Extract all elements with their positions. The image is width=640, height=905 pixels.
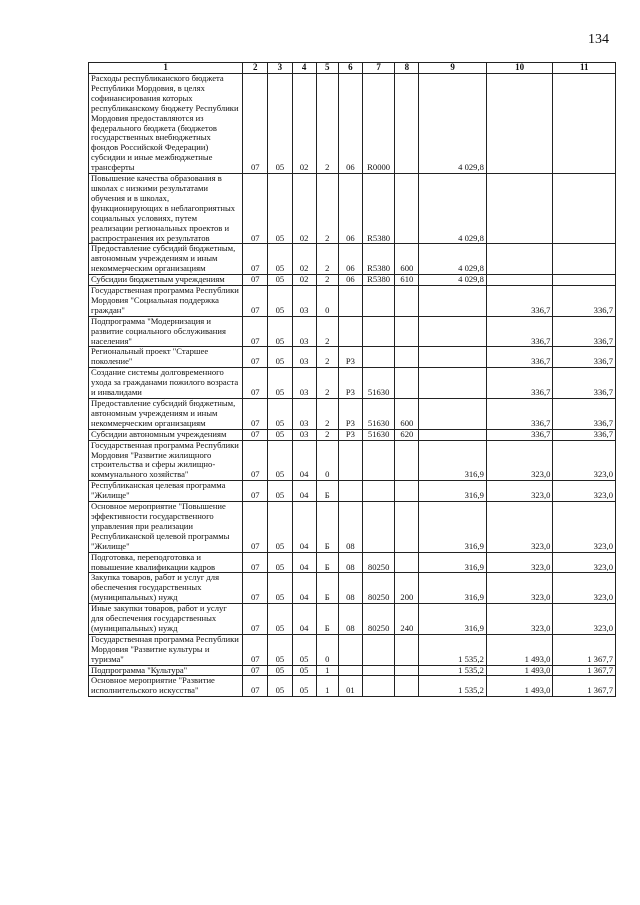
amount-col9: 316,9: [419, 440, 487, 481]
row-name: Субсидии бюджетным учреждениям: [89, 275, 243, 286]
code-expense-type: 240: [395, 604, 419, 635]
column-header: 2: [243, 63, 268, 74]
code-event: 08: [338, 604, 362, 635]
amount-col11: [553, 174, 616, 244]
code-direction: 51630: [363, 368, 395, 399]
row-name: Республиканская целевая программа "Жилище": [89, 481, 243, 502]
code-program: 04: [292, 552, 316, 573]
amount-col10: 336,7: [486, 429, 553, 440]
code-direction: 80250: [363, 552, 395, 573]
code-section: 05: [268, 665, 292, 676]
code-subprogram: 2: [316, 275, 338, 286]
amount-col10: 1 493,0: [486, 634, 553, 665]
table-row: [89, 440, 616, 481]
row-name: Иные закупки товаров, работ и услуг для обеспечения государственных (муниципальных) нужд: [89, 604, 243, 635]
code-expense-type: [395, 440, 419, 481]
code-section: 05: [268, 275, 292, 286]
code-direction: R5380: [363, 174, 395, 244]
code-direction: [363, 676, 395, 697]
table-row: [89, 481, 616, 502]
code-ministry: 07: [243, 368, 268, 399]
code-direction: [363, 634, 395, 665]
code-program: 03: [292, 347, 316, 368]
amount-col10: 336,7: [486, 368, 553, 399]
amount-col11: 1 367,7: [553, 676, 616, 697]
amount-col10: 323,0: [486, 502, 553, 553]
code-event: 08: [338, 502, 362, 553]
code-program: 03: [292, 399, 316, 430]
table-row: [89, 244, 616, 275]
table-row: [89, 573, 616, 604]
code-subprogram: Б: [316, 552, 338, 573]
code-section: 05: [268, 481, 292, 502]
amount-col9: 316,9: [419, 573, 487, 604]
code-ministry: 07: [243, 429, 268, 440]
code-direction: R5380: [363, 244, 395, 275]
amount-col10: 323,0: [486, 552, 553, 573]
amount-col9: 4 029,8: [419, 275, 487, 286]
code-event: 06: [338, 275, 362, 286]
code-program: 02: [292, 174, 316, 244]
code-subprogram: Б: [316, 604, 338, 635]
column-header: 5: [316, 63, 338, 74]
code-ministry: 07: [243, 604, 268, 635]
code-expense-type: [395, 676, 419, 697]
code-subprogram: 2: [316, 347, 338, 368]
code-event: P3: [338, 347, 362, 368]
code-expense-type: [395, 502, 419, 553]
code-ministry: 07: [243, 665, 268, 676]
column-header: 8: [395, 63, 419, 74]
table-row: [89, 552, 616, 573]
amount-col10: [486, 244, 553, 275]
code-section: 05: [268, 368, 292, 399]
code-direction: 51630: [363, 429, 395, 440]
row-name: Предоставление субсидий бюджетным, автономным учреждениям и иным некоммерческим организациям: [89, 244, 243, 275]
page-number: 134: [588, 32, 609, 47]
code-ministry: 07: [243, 316, 268, 347]
row-name: Расходы республиканского бюджета Республики Мордовия, в целях софинансирования которых республиканскому бюджету Республики Мордовия предоставляются из федерального бюджета (бюджетов государственных внебюджетных фондов Российской Федерации) субсидии и иные межбюджетные трансферты: [89, 74, 243, 174]
code-section: 05: [268, 552, 292, 573]
column-header: 7: [363, 63, 395, 74]
code-section: 05: [268, 604, 292, 635]
table-row: [89, 665, 616, 676]
table-row: [89, 429, 616, 440]
code-event: P3: [338, 399, 362, 430]
amount-col10: 323,0: [486, 573, 553, 604]
table-row: [89, 275, 616, 286]
code-program: 04: [292, 604, 316, 635]
code-ministry: 07: [243, 244, 268, 275]
code-direction: 51630: [363, 399, 395, 430]
amount-col9: 1 535,2: [419, 665, 487, 676]
code-section: 05: [268, 502, 292, 553]
code-section: 05: [268, 634, 292, 665]
code-subprogram: 1: [316, 676, 338, 697]
code-event: [338, 316, 362, 347]
code-subprogram: 2: [316, 316, 338, 347]
code-section: 05: [268, 286, 292, 317]
row-name: Повышение качества образования в школах с низкими результатами обучения и в школах, функционирующих в неблагоприятных социальных условиях, путем реализации региональных проектов и распространения их результатов: [89, 174, 243, 244]
code-event: [338, 634, 362, 665]
row-name: Закупка товаров, работ и услуг для обеспечения государственных (муниципальных) нужд: [89, 573, 243, 604]
amount-col11: 336,7: [553, 429, 616, 440]
amount-col11: [553, 74, 616, 174]
column-header: 11: [553, 63, 616, 74]
code-program: 05: [292, 665, 316, 676]
table-row: [89, 502, 616, 553]
code-subprogram: 2: [316, 74, 338, 174]
column-header: 10: [486, 63, 553, 74]
code-subprogram: Б: [316, 481, 338, 502]
row-name: Субсидии автономным учреждениям: [89, 429, 243, 440]
amount-col11: 323,0: [553, 604, 616, 635]
row-name: Подпрограмма "Модернизация и развитие социального обслуживания населения": [89, 316, 243, 347]
code-event: 06: [338, 174, 362, 244]
code-event: [338, 481, 362, 502]
row-name: Подпрограмма "Культура": [89, 665, 243, 676]
amount-col11: 336,7: [553, 347, 616, 368]
code-expense-type: 620: [395, 429, 419, 440]
amount-col11: 323,0: [553, 502, 616, 553]
code-program: 03: [292, 286, 316, 317]
amount-col9: 4 029,8: [419, 174, 487, 244]
code-subprogram: 2: [316, 399, 338, 430]
amount-col9: 4 029,8: [419, 74, 487, 174]
code-event: [338, 665, 362, 676]
code-expense-type: [395, 74, 419, 174]
code-event: 08: [338, 552, 362, 573]
amount-col10: 323,0: [486, 481, 553, 502]
code-section: 05: [268, 74, 292, 174]
amount-col10: 336,7: [486, 399, 553, 430]
row-name: Государственная программа Республики Мордовия "Развитие жилищного строительства и сферы жилищно-коммунального хозяйства": [89, 440, 243, 481]
code-ministry: 07: [243, 440, 268, 481]
row-name: Подготовка, переподготовка и повышение квалификации кадров: [89, 552, 243, 573]
code-program: 02: [292, 275, 316, 286]
code-expense-type: 200: [395, 573, 419, 604]
amount-col10: [486, 174, 553, 244]
code-subprogram: Б: [316, 502, 338, 553]
code-program: 03: [292, 316, 316, 347]
code-subprogram: 2: [316, 174, 338, 244]
code-ministry: 07: [243, 286, 268, 317]
amount-col11: [553, 275, 616, 286]
code-ministry: 07: [243, 399, 268, 430]
table-row: [89, 368, 616, 399]
code-ministry: 07: [243, 275, 268, 286]
table-row: [89, 634, 616, 665]
code-event: 06: [338, 74, 362, 174]
column-header: 3: [268, 63, 292, 74]
code-event: P3: [338, 368, 362, 399]
amount-col11: 323,0: [553, 481, 616, 502]
amount-col11: 336,7: [553, 316, 616, 347]
code-expense-type: [395, 552, 419, 573]
code-subprogram: 0: [316, 286, 338, 317]
column-header: 9: [419, 63, 487, 74]
amount-col10: 323,0: [486, 440, 553, 481]
code-subprogram: 0: [316, 634, 338, 665]
amount-col10: [486, 275, 553, 286]
code-event: 08: [338, 573, 362, 604]
code-section: 05: [268, 399, 292, 430]
amount-col9: [419, 429, 487, 440]
code-ministry: 07: [243, 552, 268, 573]
amount-col10: 1 493,0: [486, 665, 553, 676]
code-section: 05: [268, 440, 292, 481]
code-event: 06: [338, 244, 362, 275]
code-expense-type: 600: [395, 244, 419, 275]
code-expense-type: [395, 665, 419, 676]
amount-col11: 336,7: [553, 286, 616, 317]
amount-col9: 1 535,2: [419, 676, 487, 697]
code-expense-type: [395, 368, 419, 399]
row-name: Государственная программа Республики Мордовия "Социальная поддержка граждан": [89, 286, 243, 317]
code-ministry: 07: [243, 347, 268, 368]
code-section: 05: [268, 174, 292, 244]
row-name: Предоставление субсидий бюджетным, автономным учреждениям и иным некоммерческим организациям: [89, 399, 243, 430]
row-name: Основное мероприятие "Развитие исполнительского искусства": [89, 676, 243, 697]
code-ministry: 07: [243, 502, 268, 553]
amount-col9: [419, 368, 487, 399]
code-program: 04: [292, 440, 316, 481]
code-expense-type: [395, 481, 419, 502]
amount-col11: 1 367,7: [553, 665, 616, 676]
code-event: [338, 440, 362, 481]
code-direction: [363, 286, 395, 317]
code-direction: [363, 347, 395, 368]
code-direction: [363, 481, 395, 502]
code-direction: 80250: [363, 573, 395, 604]
amount-col10: 336,7: [486, 347, 553, 368]
amount-col11: 323,0: [553, 440, 616, 481]
code-direction: [363, 665, 395, 676]
amount-col9: 316,9: [419, 604, 487, 635]
row-name: Основное мероприятие "Повышение эффективности государственного управления при реализации Республиканской целевой программы "Жилище": [89, 502, 243, 553]
table-body: [89, 74, 616, 697]
code-section: 05: [268, 316, 292, 347]
code-expense-type: 600: [395, 399, 419, 430]
table-row: [89, 74, 616, 174]
code-event: 01: [338, 676, 362, 697]
code-ministry: 07: [243, 174, 268, 244]
code-direction: R5380: [363, 275, 395, 286]
amount-col9: [419, 399, 487, 430]
amount-col10: 1 493,0: [486, 676, 553, 697]
code-subprogram: 0: [316, 440, 338, 481]
table-row: [89, 316, 616, 347]
code-subprogram: 2: [316, 244, 338, 275]
table-row: [89, 174, 616, 244]
amount-col9: 316,9: [419, 481, 487, 502]
code-section: 05: [268, 429, 292, 440]
amount-col9: [419, 286, 487, 317]
column-header: 6: [338, 63, 362, 74]
code-ministry: 07: [243, 676, 268, 697]
table-row: [89, 604, 616, 635]
table-row: [89, 286, 616, 317]
code-ministry: 07: [243, 481, 268, 502]
code-program: 04: [292, 502, 316, 553]
amount-col9: 4 029,8: [419, 244, 487, 275]
column-header: 1: [89, 63, 243, 74]
code-section: 05: [268, 573, 292, 604]
table-row: [89, 399, 616, 430]
amount-col9: 1 535,2: [419, 634, 487, 665]
code-program: 02: [292, 244, 316, 275]
code-subprogram: 1: [316, 665, 338, 676]
amount-col10: 336,7: [486, 316, 553, 347]
amount-col11: [553, 244, 616, 275]
code-program: 05: [292, 676, 316, 697]
code-ministry: 07: [243, 634, 268, 665]
amount-col10: 336,7: [486, 286, 553, 317]
amount-col9: 316,9: [419, 552, 487, 573]
code-direction: 80250: [363, 604, 395, 635]
code-direction: [363, 440, 395, 481]
code-expense-type: 610: [395, 275, 419, 286]
amount-col9: [419, 347, 487, 368]
row-name: Создание системы долговременного ухода за гражданами пожилого возраста и инвалидами: [89, 368, 243, 399]
amount-col11: 323,0: [553, 552, 616, 573]
amount-col9: 316,9: [419, 502, 487, 553]
code-program: 04: [292, 573, 316, 604]
code-direction: R0000: [363, 74, 395, 174]
code-subprogram: 2: [316, 429, 338, 440]
amount-col11: 1 367,7: [553, 634, 616, 665]
code-ministry: 07: [243, 573, 268, 604]
amount-col9: [419, 316, 487, 347]
code-direction: [363, 316, 395, 347]
amount-col11: 336,7: [553, 399, 616, 430]
code-program: 05: [292, 634, 316, 665]
code-expense-type: [395, 286, 419, 317]
code-direction: [363, 502, 395, 553]
code-section: 05: [268, 347, 292, 368]
code-event: [338, 286, 362, 317]
code-subprogram: 2: [316, 368, 338, 399]
table-row: [89, 347, 616, 368]
amount-col11: 323,0: [553, 573, 616, 604]
code-expense-type: [395, 316, 419, 347]
code-event: P3: [338, 429, 362, 440]
budget-table: [88, 62, 616, 697]
row-name: Региональный проект "Старшее поколение": [89, 347, 243, 368]
code-program: 04: [292, 481, 316, 502]
code-program: 03: [292, 368, 316, 399]
header-row: [89, 63, 616, 74]
column-header: 4: [292, 63, 316, 74]
code-expense-type: [395, 634, 419, 665]
code-expense-type: [395, 347, 419, 368]
code-section: 05: [268, 676, 292, 697]
code-expense-type: [395, 174, 419, 244]
table-row: [89, 676, 616, 697]
row-name: Государственная программа Республики Мордовия "Развитие культуры и туризма": [89, 634, 243, 665]
code-section: 05: [268, 244, 292, 275]
amount-col10: 323,0: [486, 604, 553, 635]
code-ministry: 07: [243, 74, 268, 174]
amount-col10: [486, 74, 553, 174]
amount-col11: 336,7: [553, 368, 616, 399]
code-subprogram: Б: [316, 573, 338, 604]
code-program: 02: [292, 74, 316, 174]
code-program: 03: [292, 429, 316, 440]
